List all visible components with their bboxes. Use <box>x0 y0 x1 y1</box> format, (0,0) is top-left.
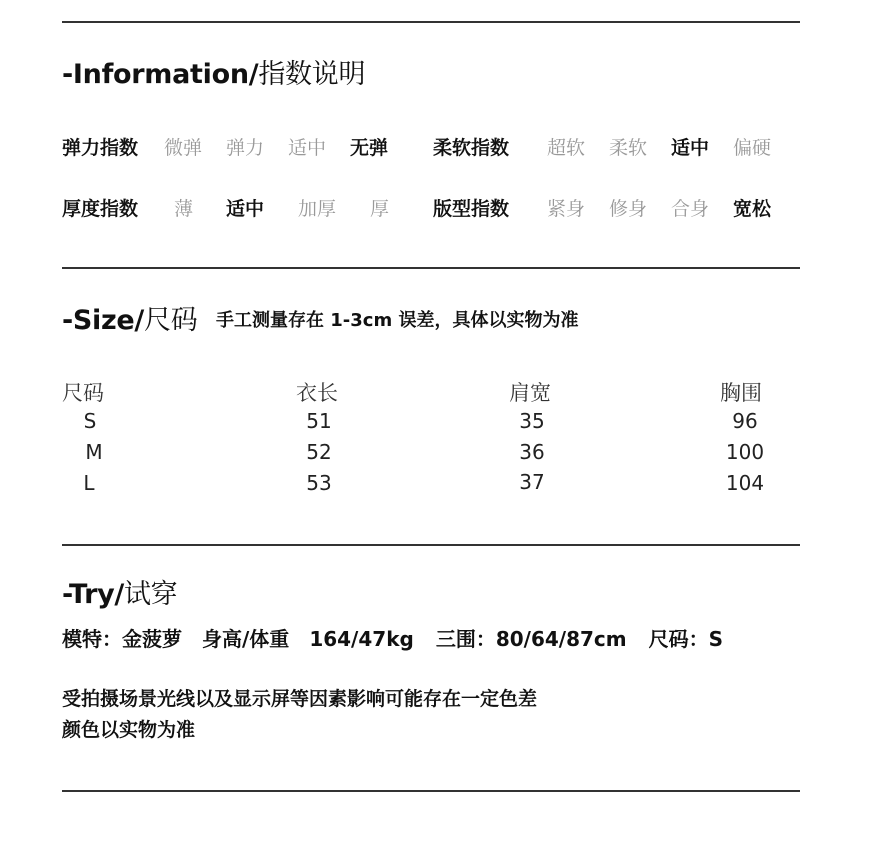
index-option: 适中 <box>671 137 710 159</box>
index-label: 版型指数 <box>433 198 510 220</box>
size-cell: 53 <box>306 471 332 495</box>
index-label: 弹力指数 <box>62 137 139 159</box>
size-cell: S <box>83 409 97 433</box>
divider-bottom <box>62 790 800 792</box>
index-option: 微弹 <box>164 137 203 159</box>
size-cell: 37 <box>519 470 545 494</box>
index-option: 无弹 <box>350 137 389 159</box>
size-header: 胸围 <box>720 381 762 405</box>
index-option: 适中 <box>226 198 265 220</box>
size-cell: 104 <box>725 471 765 495</box>
size-title-prefix: -Size/ <box>62 305 144 336</box>
disclaimer-line: 颜色以实物为准 <box>62 719 196 741</box>
size-cell: 36 <box>519 440 545 464</box>
index-label: 柔软指数 <box>433 137 510 159</box>
index-option: 柔软 <box>609 137 648 159</box>
size-cell: 51 <box>306 409 332 433</box>
index-option: 紧身 <box>547 198 586 220</box>
divider-after-info <box>62 267 800 269</box>
size-value: S <box>708 627 724 651</box>
size-header: 尺码 <box>62 381 104 405</box>
model-info <box>62 623 723 652</box>
index-option: 超软 <box>547 137 586 159</box>
try-title-prefix: -Try/ <box>62 579 124 610</box>
index-option: 厚 <box>370 198 390 220</box>
size-note: 手工测量存在 1-3cm 误差，具体以实物为准 <box>216 310 579 331</box>
info-title-prefix: -Information/ <box>62 59 259 90</box>
divider-top <box>62 21 800 23</box>
size-title-cn: 尺码 <box>144 305 198 336</box>
size-cell: 96 <box>732 409 758 433</box>
index-option: 适中 <box>288 137 327 159</box>
divider-after-size <box>62 544 800 546</box>
try-title-cn: 试穿 <box>123 579 178 610</box>
model-name: 模特：金菠萝 <box>62 627 182 651</box>
index-option: 宽松 <box>733 198 772 220</box>
size-header: 衣长 <box>296 381 338 405</box>
disclaimer-line: 受拍摄场景光线以及显示屏等因素影响可能存在一定色差 <box>62 688 538 710</box>
size-cell: L <box>83 471 95 495</box>
height-weight-label: 身高/体重 <box>202 627 290 651</box>
index-option: 修身 <box>609 198 648 220</box>
measure-label: 三围： <box>435 627 496 651</box>
measure-value: 80/64/87cm <box>495 627 627 651</box>
try-title <box>62 572 177 611</box>
size-cell: M <box>85 440 103 464</box>
index-label: 厚度指数 <box>62 198 139 220</box>
size-label: 尺码： <box>648 627 709 651</box>
index-option: 弹力 <box>226 137 265 159</box>
index-option: 偏硬 <box>733 137 772 159</box>
height-weight-value: 164/47kg <box>309 627 414 651</box>
info-title <box>62 52 365 91</box>
index-option: 加厚 <box>298 198 337 220</box>
size-cell: 35 <box>519 409 545 433</box>
size-cell: 52 <box>306 440 332 464</box>
size-cell: 100 <box>725 440 765 464</box>
index-option: 合身 <box>671 198 710 220</box>
size-title <box>62 298 197 337</box>
index-option: 薄 <box>174 198 194 220</box>
size-header: 肩宽 <box>509 381 551 405</box>
info-title-cn: 指数说明 <box>258 59 366 90</box>
